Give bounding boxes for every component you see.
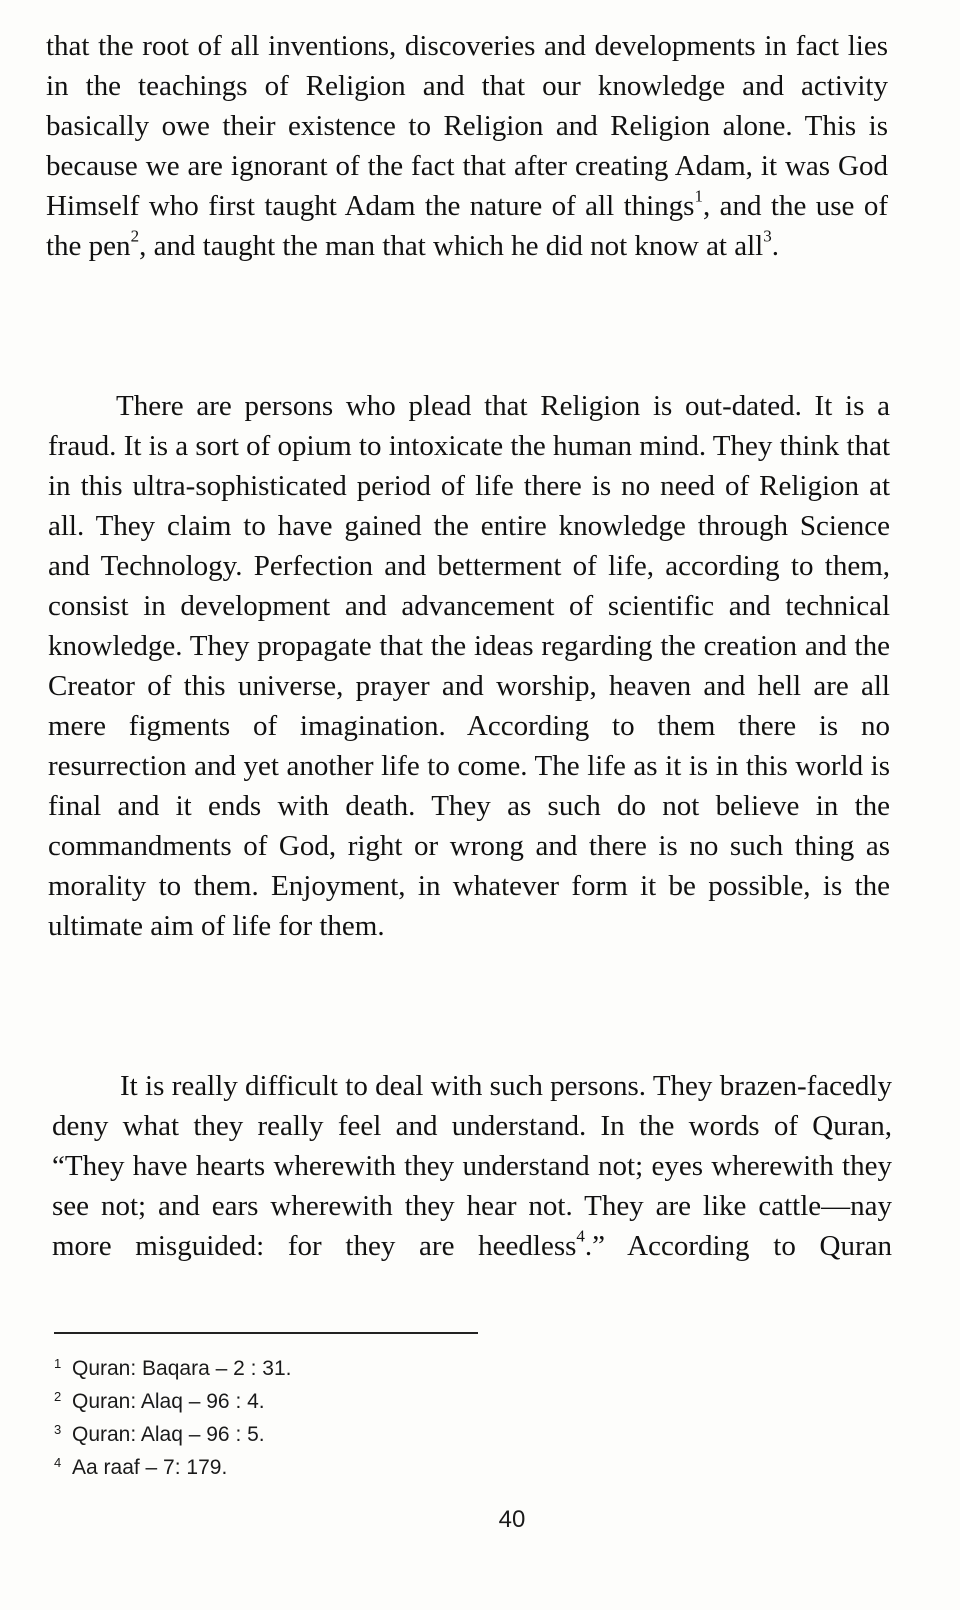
paragraph-1 [46,26,888,266]
footnote-text: Quran: Alaq – 96 : 5. [72,1423,265,1446]
footnote-ref-3: 3 [763,226,772,246]
footnote-divider [54,1332,478,1334]
footnotes-list [54,1352,291,1484]
paragraph-1-text-d: . [771,230,779,262]
page-number: 40 [498,1506,526,1533]
footnote-text: Quran: Alaq – 96 : 4. [72,1390,265,1413]
footnote-item: 2 Quran: Alaq – 96 : 4. [54,1388,265,1413]
paragraph-3-text-b: .” According to Quran [584,1230,893,1262]
footnote-ref-4: 4 [576,1226,585,1246]
footnote-text: Aa raaf – 7: 179. [72,1456,228,1479]
footnote-text: Quran: Baqara – 2 : 31. [72,1357,292,1380]
footnote-item: 3 Quran: Alaq – 96 : 5. [54,1421,265,1446]
paragraph-2: There are persons who plead that Religion is out-dated. It is a fraud. It is a sort of opium to intoxicate the human mind. They think that in this ultra-sophisticated period of life there is no need of Religion at all. They claim to have gained the entire knowledge through Science and Technology. Perfection and betterment of life, according to them, consist in development and advancement of scientific and technical knowledge. They propagate that the ideas regarding the creation and the Creator of this universe, prayer and worship, heaven and hell are all mere figments of imagination. According to them there is no resurrection and yet another life to come. The life as it is in this world is final and it ends with death. They as such do not believe in the commandments of God, right or wrong and there is no such thing as morality to them. Enjoyment, in whatever form it be possible, is the ultimate aim of life for them. [48,390,890,942]
paragraph-1-text-b: , and the use of the pen [46,190,888,262]
paragraph-1-text-a: that the root of all inventions, discoveries and developments in fact lies in the teachings of Religion and that our knowledge and activity basically owe their existence to Religion and Religion alone. This is because we are ignorant of the fact that after creating Adam, it was God Himself who first taught Adam the nature of all things [46,30,888,222]
paragraph-3 [52,1066,892,1266]
footnote-item: 1 Quran: Baqara – 2 : 31. [54,1355,292,1380]
footnote-ref-2: 2 [130,226,140,246]
paragraph-1-text-c: , and taught the man that which he did not know at all [139,230,764,262]
paragraph-3-text-a: It is really difficult to deal with such persons. They brazen-facedly deny what they really feel and understand. In the words of Quran, “They have hearts wherewith they understand not; eyes wherewith they see not; and ears wherewith they hear not. They are like cattle—nay more misguided: for they are heedless [52,1070,892,1262]
footnote-item: 4 Aa raaf – 7: 179. [54,1454,228,1479]
footnote-ref-1: 1 [694,186,703,206]
